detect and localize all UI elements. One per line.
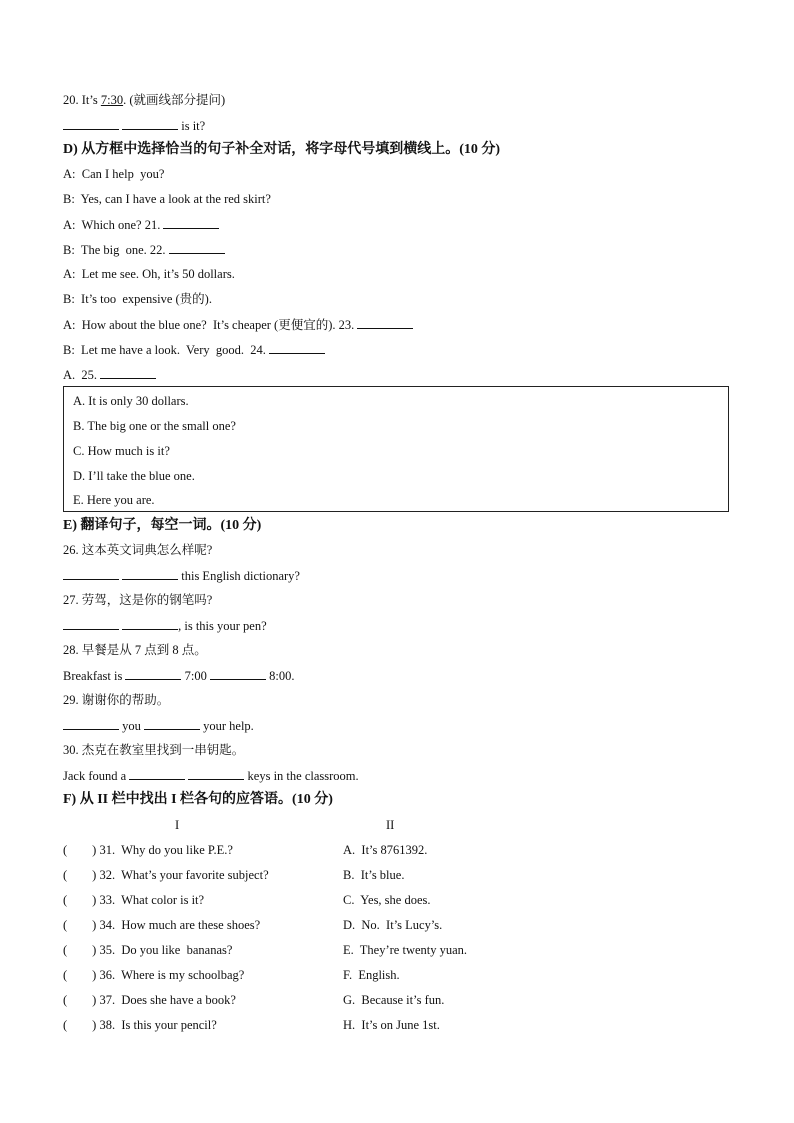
question-29-answer-line: you your help. [63, 717, 254, 734]
blank[interactable] [100, 366, 156, 379]
question-20: 20. It’s 7:30. (就画线部分提问) [63, 93, 226, 107]
blank[interactable] [122, 567, 178, 580]
matching-answer: H. It’s on June 1st. [343, 1018, 440, 1032]
options-box [63, 386, 729, 512]
question-30-answer-line: Jack found a keys in the classroom. [63, 769, 359, 783]
option-b: B. The big one or the small one? [73, 419, 236, 433]
blank[interactable] [63, 617, 119, 630]
blank[interactable] [63, 717, 119, 730]
blank[interactable] [188, 767, 244, 780]
question-27-chinese: 27. 劳驾，这是你的钢笔吗? [63, 593, 213, 607]
matching-answer: G. Because it’s fun. [343, 993, 445, 1007]
blank[interactable] [169, 241, 225, 254]
dialogue-line: A: Let me see. Oh, it’s 50 dollars. [63, 267, 235, 281]
column-i-header: I [175, 818, 180, 832]
dialogue-line: A: Which one? 21. [63, 216, 219, 233]
question-27-answer-line: , is this your pen? [63, 617, 267, 634]
dialogue-line: A. 25. [63, 366, 156, 383]
dialogue-line: B: The big one. 22. [63, 241, 225, 258]
question-20-answer-line: is it? [63, 117, 205, 134]
question-28-answer-line: Breakfast is 7:00 8:00. [63, 669, 295, 683]
matching-question[interactable]: ( ) 35. Do you like bananas? [63, 943, 233, 957]
matching-answer: B. It’s blue. [343, 868, 405, 882]
question-26-chinese: 26. 这本英文词典怎么样呢? [63, 543, 213, 557]
underlined-time: 7:30 [100, 93, 124, 107]
blank[interactable] [122, 117, 178, 130]
dialogue-line: A: How about the blue one? It’s cheaper (更便宜的). 23. [63, 316, 413, 333]
column-ii-header: II [386, 818, 395, 832]
matching-answer: E. They’re twenty yuan. [343, 943, 468, 957]
question-28-chinese: 28. 早餐是从 7 点到 8 点。 [63, 643, 207, 657]
blank[interactable] [125, 667, 181, 680]
matching-question[interactable]: ( ) 33. What color is it? [63, 893, 205, 907]
blank[interactable] [129, 767, 185, 780]
matching-question[interactable]: ( ) 34. How much are these shoes? [63, 918, 261, 932]
blank[interactable] [63, 117, 119, 130]
question-30-chinese: 30. 杰克在教室里找到一串钥匙。 [63, 743, 245, 757]
blank[interactable] [269, 341, 325, 354]
dialogue-line: B: It’s too expensive (贵的). [63, 292, 212, 306]
option-c: C. How much is it? [73, 444, 170, 458]
section-e-heading: E) 翻译句子，每空一词。(10 分) [63, 518, 262, 533]
matching-question[interactable]: ( ) 32. What’s your favorite subject? [63, 868, 269, 882]
matching-answer: C. Yes, she does. [343, 893, 431, 907]
dialogue-line: A: Can I help you? [63, 167, 165, 181]
option-d: D. I’ll take the blue one. [73, 469, 195, 483]
matching-answer: A. It’s 8761392. [343, 843, 428, 857]
blank[interactable] [357, 316, 413, 329]
blank[interactable] [144, 717, 200, 730]
matching-question[interactable]: ( ) 38. Is this your pencil? [63, 1018, 217, 1032]
dialogue-line: B: Let me have a look. Very good. 24. [63, 341, 325, 358]
blank[interactable] [163, 216, 219, 229]
matching-answer: F. English. [343, 968, 400, 982]
option-a: A. It is only 30 dollars. [73, 394, 189, 408]
matching-question[interactable]: ( ) 31. Why do you like P.E.? [63, 843, 233, 857]
section-d-heading: D) 从方框中选择恰当的句子补全对话，将字母代号填到横线上。(10 分) [63, 142, 501, 157]
blank[interactable] [122, 617, 178, 630]
matching-question[interactable]: ( ) 36. Where is my schoolbag? [63, 968, 245, 982]
matching-answer: D. No. It’s Lucy’s. [343, 918, 443, 932]
section-f-heading: F) 从 II 栏中找出 I 栏各句的应答语。(10 分) [63, 792, 333, 807]
matching-question[interactable]: ( ) 37. Does she have a book? [63, 993, 236, 1007]
dialogue-line: B: Yes, can I have a look at the red skirt? [63, 192, 271, 206]
option-e: E. Here you are. [73, 493, 155, 507]
question-29-chinese: 29. 谢谢你的帮助。 [63, 693, 170, 707]
blank[interactable] [63, 567, 119, 580]
blank[interactable] [210, 667, 266, 680]
question-26-answer-line: this English dictionary? [63, 567, 300, 584]
